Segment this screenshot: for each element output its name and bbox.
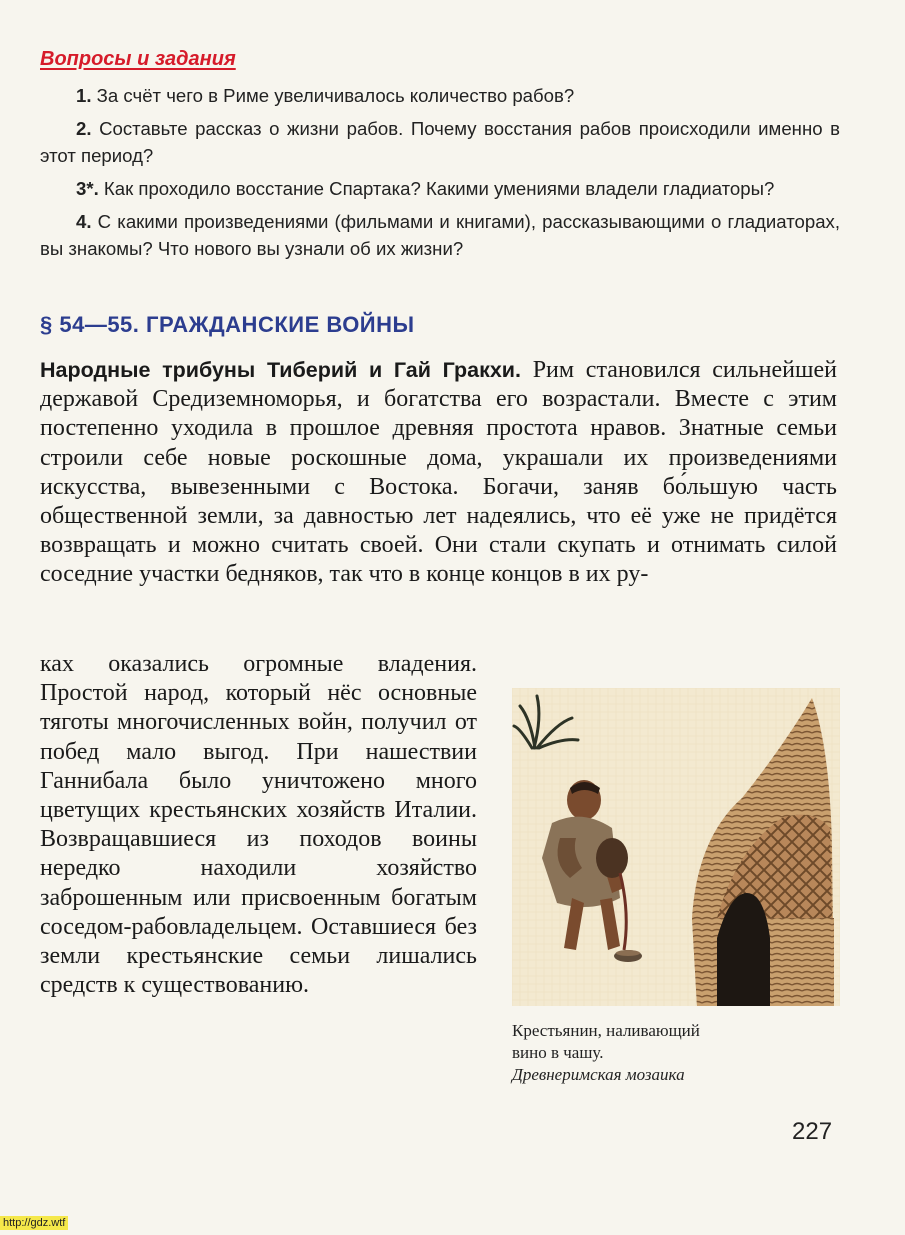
section-title: § 54—55. ГРАЖДАНСКИЕ ВОЙНЫ bbox=[40, 312, 415, 337]
question-number: 3*. bbox=[76, 178, 99, 199]
section-paragraph bbox=[40, 356, 837, 590]
section-paragraph-continued: ках оказались огромные владения. Простой народ, который нёс основные тяготы многочисленных войн, получил от побед мало выгод. При нашествии Ганнибала было уничтожено много цветущих крестьянских хозяйств Италии. Возвращавшиеся из походов воины нередко находили хозяйство заброшенным или присвоенным богатым соседом-рабовладельцем. Оставшиеся без земли крестьянские семьи лишались средств к существованию. bbox=[40, 651, 477, 999]
question-item bbox=[40, 82, 840, 109]
question-number: 4. bbox=[76, 211, 92, 232]
question-text: С какими произведениями (фильмами и книгами), рассказывающими о гладиаторах, вы знакомы? Что нового вы узнали об их жизни? bbox=[40, 211, 840, 259]
question-item bbox=[40, 208, 840, 262]
mosaic-image bbox=[512, 688, 840, 1006]
question-item bbox=[40, 115, 840, 169]
mosaic-illustration bbox=[512, 688, 840, 1006]
question-text: Составьте рассказ о жизни рабов. Почему восстания рабов происходили именно в этот период? bbox=[40, 118, 840, 166]
caption-line: вино в чашу. bbox=[512, 1043, 604, 1062]
question-number: 1. bbox=[76, 85, 92, 106]
question-text: Как проходило восстание Спартака? Какими умениями владели гладиаторы? bbox=[98, 178, 775, 199]
question-text: За счёт чего в Риме увеличивалось количество рабов? bbox=[91, 85, 575, 106]
caption-source: Древнеримская мозаика bbox=[512, 1065, 685, 1084]
questions-heading: Вопросы и задания bbox=[40, 48, 236, 70]
paragraph-body: Рим становился сильнейшей державой Средиземноморья, и богатства его возрастали. Вместе с этим постепенно уходила в прошлое древняя простота нравов. Знатные семьи строили себе новые роскошные дома, украшали их произведениями искусства, вывезенными с Востока. Богачи, заняв бо́льшую часть общественной земли, за давностью лет надеялись, что её уже не придётся возвращать и можно считать своей. Они стали скупать и отнимать силой соседние участки бедняков, так что в конце концов в их ру- bbox=[40, 357, 838, 588]
watermark-link[interactable]: http://gdz.wtf bbox=[0, 1216, 68, 1230]
paragraph-lead: Народные трибуны Тиберий и Гай Гракхи. bbox=[40, 358, 521, 382]
question-item bbox=[40, 175, 840, 202]
questions-list bbox=[40, 82, 840, 268]
question-number: 2. bbox=[76, 118, 92, 139]
figure-caption bbox=[512, 1020, 832, 1086]
caption-line: Крестьянин, наливающий bbox=[512, 1021, 700, 1040]
page-number: 227 bbox=[792, 1118, 833, 1145]
